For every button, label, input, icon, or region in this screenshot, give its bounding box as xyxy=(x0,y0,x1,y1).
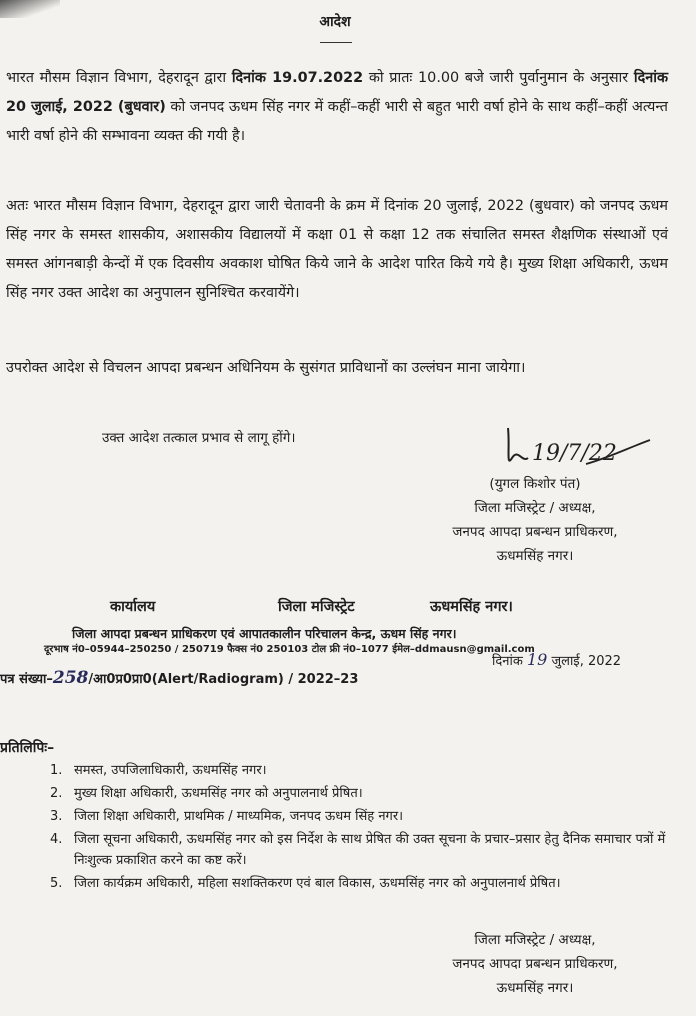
scan-shadow xyxy=(0,0,60,18)
signature-block-2 xyxy=(410,928,660,1000)
copy-list-item xyxy=(50,760,670,781)
copy-item-number: 1. xyxy=(50,763,63,778)
copy-item-text: जिला शिक्षा अधिकारी, प्राथमिक / माध्यमिक, जनपद ऊधम सिंह नगर। xyxy=(74,809,404,824)
p1-forecast-date-bold: दिनांक 20 जुलाई, 2022 (बुधवार) xyxy=(6,70,668,115)
signatory-designation: जिला मजिस्ट्रेट / अध्यक्ष, xyxy=(474,500,596,516)
date-day-handwritten: 19 xyxy=(526,650,548,669)
copy-list-item xyxy=(50,873,670,894)
signatory-name: (युगल किशोर पंत) xyxy=(489,476,581,492)
signatory2-designation: जिला मजिस्ट्रेट / अध्यक्ष, xyxy=(474,932,596,948)
heading-underline xyxy=(320,42,352,43)
office-label: कार्यालय xyxy=(110,599,156,615)
office-subtitle: जिला आपदा प्रबन्धन प्राधिकरण एवं आपातकालीन परिचालन केन्द्र, ऊधम सिंह नगर। xyxy=(72,626,457,641)
copy-list-item xyxy=(50,829,670,871)
signatory2-authority: जनपद आपदा प्रबन्धन प्राधिकरण, xyxy=(452,956,618,972)
copy-item-text: मुख्य शिक्षा अधिकारी, ऊधमसिंह नगर को अनुपालनार्थ प्रेषित। xyxy=(74,786,363,801)
p1-date-bold: दिनांक 19.07.2022 xyxy=(231,70,364,86)
copy-item-number: 3. xyxy=(50,809,63,824)
copy-item-text: जिला कार्यक्रम अधिकारी, महिला सशक्तिकरण एवं बाल विकास, ऊधमसिंह नगर को अनुपालनार्थ प्रेषित। xyxy=(74,876,561,891)
copy-item-number: 2. xyxy=(50,786,63,801)
letter-date xyxy=(492,650,621,669)
paragraph-forecast xyxy=(6,64,668,151)
p1-text-c: को प्रातः 10.00 बजे जारी पुर्वानुमान के अनुसार xyxy=(363,70,634,86)
letter-number xyxy=(0,668,358,688)
office-place: ऊधमसिंह नगर। xyxy=(430,599,513,615)
date-prefix: दिनांक xyxy=(492,654,523,669)
copy-item-number: 4. xyxy=(50,832,63,847)
date-suffix: जुलाई, 2022 xyxy=(551,654,622,669)
letter-number-handwritten: 258 xyxy=(52,668,89,688)
letter-prefix: पत्र संख्या– xyxy=(0,672,53,687)
copy-list-item xyxy=(50,783,670,804)
signature-date-handwritten: 19/7/22 xyxy=(532,441,617,466)
signatory-authority: जनपद आपदा प्रबन्धन प्राधिकरण, xyxy=(452,524,618,540)
copy-item-text: जिला सूचना अधिकारी, ऊधमसिंह नगर को इस निर्देश के साथ प्रेषित की उक्त सूचना के प्रचार–प्रसार हेतु दैनिक समाचार पत्रों में निःशुल्क प्रकाशित करने का कष्ट करें। xyxy=(74,832,666,868)
copy-to-list xyxy=(50,760,670,896)
office-magistrate: जिला मजिस्ट्रेट xyxy=(278,599,355,615)
signature-block-1 xyxy=(410,472,660,568)
signatory-place: ऊधमसिंह नगर। xyxy=(496,548,574,564)
copy-item-text: समस्त, उपजिलाधिकारी, ऊधमसिंह नगर। xyxy=(74,763,267,778)
signatory2-place: ऊधमसिंह नगर। xyxy=(496,980,574,996)
p1-text-a: भारत मौसम विज्ञान विभाग, देहरादून द्वारा xyxy=(6,70,232,86)
copy-item-number: 5. xyxy=(50,876,63,891)
office-contact: दूरभाष नं0–05944–250250 / 250719 फैक्स नं0 250103 टोल फ्री नं0–1077 ईमेल–ddmausn@gmail.com xyxy=(44,644,535,655)
copy-to-title: प्रतिलिपिः– xyxy=(0,740,55,756)
p1-text-e: को जनपद ऊधम सिंह नगर में कहीं–कहीं भारी से बहुत भारी वर्षा होने के साथ कहीं–कहीं अत्यन्त भारी वर्षा होने की सम्भावना व्यक्त की गयी है। xyxy=(6,99,669,144)
paragraph-violation: उपरोक्त आदेश से विचलन आपदा प्रबन्धन अधिनियम के सुसंगत प्राविधानों का उल्लंघन माना जायेगा। xyxy=(6,360,526,376)
paragraph-effect: उक्त आदेश तत्काल प्रभाव से लागू होंगे। xyxy=(102,430,296,446)
copy-list-item xyxy=(50,806,670,827)
document-heading: आदेश xyxy=(319,14,351,30)
letter-suffix: /आ0प्र0प्रा0(Alert/Radiogram) / 2022–23 xyxy=(88,672,359,687)
paragraph-order: अतः भारत मौसम विज्ञान विभाग, देहरादून द्वारा जारी चेतावनी के क्रम में दिनांक 20 जुलाई, 2022 (बुधवार) को जनपद ऊधम सिंह नगर के समस्त शासकीय, अशासकीय विद्यालयों में कक्षा 01 से कक्षा 12 तक संचालित समस्त शैक्षणिक संस्थाओं एवं समस्त आंगनबाड़ी केन्दों में एक दिवसीय अवकाश घोषित किये जाने के आदेश पारित किये गये है। मुख्य शिक्षा अधिकारी, ऊधम सिंह नगर उक्त आदेश का अनुपालन सुनिश्चित करवायेंगे। xyxy=(6,198,668,301)
